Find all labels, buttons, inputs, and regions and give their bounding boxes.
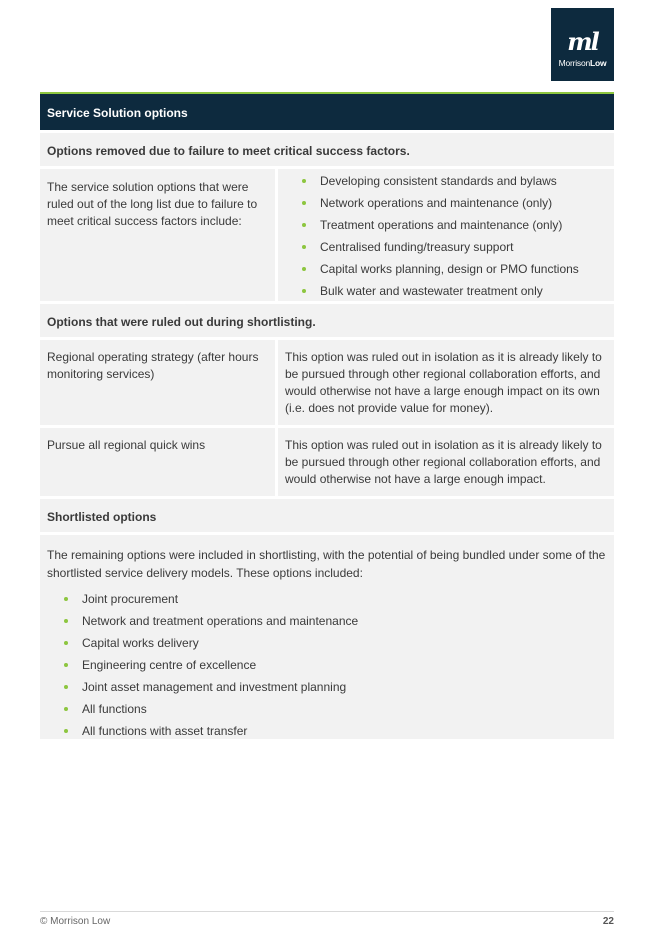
shortlisting-heading: Options that were ruled out during shortlisting.	[40, 304, 614, 337]
list-item: Joint asset management and investment planning	[40, 678, 607, 700]
shortlisted-heading: Shortlisted options	[40, 499, 614, 532]
table-title: Service Solution options	[40, 92, 614, 130]
shortlisted-intro: The remaining options were included in shortlisting, with the potential of being bundled under some of the shortlisted service delivery models. These options included:	[47, 548, 606, 580]
ruled-out-option: Regional operating strategy (after hours monitoring services)	[40, 340, 275, 425]
list-item: Joint procurement	[40, 590, 607, 612]
bullet-icon	[64, 597, 68, 601]
list-item: Capital works delivery	[40, 634, 607, 656]
bullet-icon	[302, 223, 306, 227]
list-item: All functions with asset transfer	[40, 722, 607, 744]
footer-copyright: © Morrison Low	[40, 916, 111, 927]
service-solution-table	[40, 92, 614, 739]
list-item: Developing consistent standards and bylaws	[278, 172, 607, 194]
logo-mark: ml	[567, 27, 598, 56]
bullet-icon	[64, 729, 68, 733]
removed-options-list	[278, 172, 607, 304]
page-number: 22	[602, 916, 614, 927]
table-row	[40, 340, 614, 425]
list-item: Network operations and maintenance (only)	[278, 194, 607, 216]
bullet-icon	[302, 289, 306, 293]
table-row	[40, 428, 614, 496]
bullet-icon	[302, 267, 306, 271]
list-item: Treatment operations and maintenance (only)	[278, 216, 607, 238]
removed-options-row	[40, 169, 614, 301]
ruled-out-reason: This option was ruled out in isolation as it is already likely to be pursued through other regional collaboration efforts, and would otherwise not have a large enough impact.	[278, 428, 614, 496]
bullet-icon	[64, 707, 68, 711]
removed-options-list-cell	[278, 169, 614, 301]
list-item: Network and treatment operations and maintenance	[40, 612, 607, 634]
company-logo	[551, 8, 614, 81]
list-item: All functions	[40, 700, 607, 722]
bullet-icon	[64, 641, 68, 645]
bullet-icon	[302, 201, 306, 205]
ruled-out-option: Pursue all regional quick wins	[40, 428, 275, 496]
removed-options-intro: The service solution options that were ruled out of the long list due to failure to meet critical success factors include:	[40, 169, 275, 301]
shortlisted-options-list	[40, 590, 607, 744]
logo-wordmark: MorrisonLow	[558, 58, 607, 68]
list-item: Engineering centre of excellence	[40, 656, 607, 678]
bullet-icon	[64, 663, 68, 667]
list-item: Bulk water and wastewater treatment only	[278, 282, 607, 304]
shortlisted-block	[40, 535, 614, 739]
removed-options-heading: Options removed due to failure to meet critical success factors.	[40, 133, 614, 166]
list-item: Centralised funding/treasury support	[278, 238, 607, 260]
bullet-icon	[302, 179, 306, 183]
bullet-icon	[64, 619, 68, 623]
list-item: Capital works planning, design or PMO functions	[278, 260, 607, 282]
ruled-out-reason: This option was ruled out in isolation as it is already likely to be pursued through other regional collaboration efforts, and would otherwise not have a large enough impact on its own (i.e. does not provide value for money).	[278, 340, 614, 425]
bullet-icon	[302, 245, 306, 249]
page-footer	[40, 911, 614, 929]
bullet-icon	[64, 685, 68, 689]
